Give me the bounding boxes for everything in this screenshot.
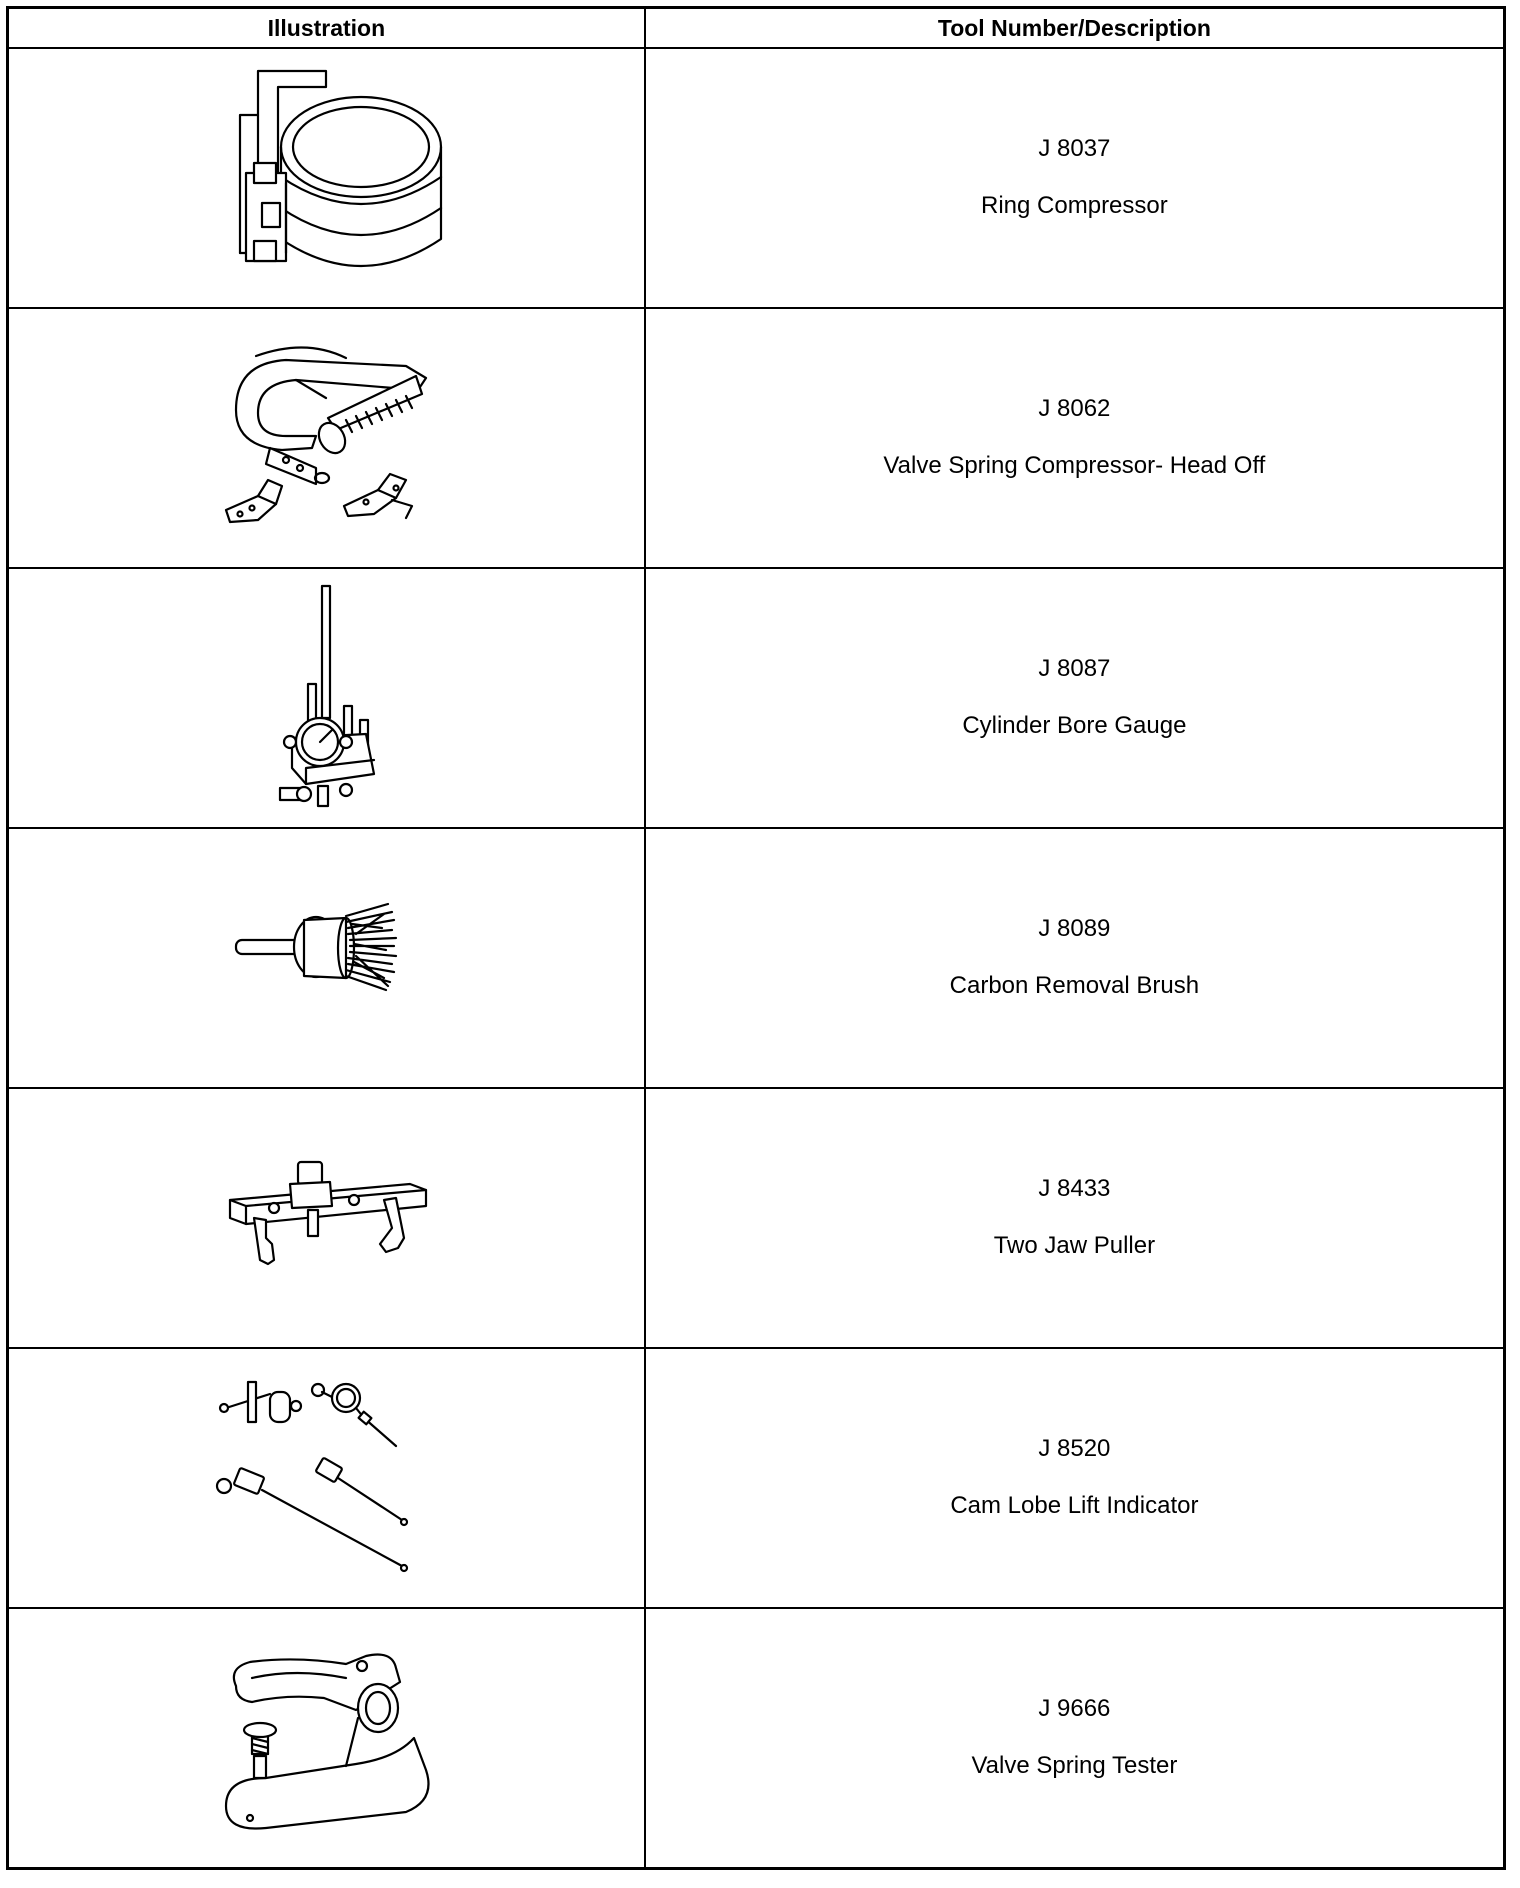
illustration-cell	[8, 1088, 645, 1348]
table-row	[8, 828, 1505, 1088]
table-row	[8, 568, 1505, 828]
table-row	[8, 1608, 1505, 1869]
header-row	[8, 8, 1505, 49]
description-cell	[645, 568, 1505, 828]
cylinder-bore-gauge-icon	[196, 578, 456, 818]
tool-number: J 8433	[1038, 1175, 1111, 1203]
tool-number: J 8087	[1038, 655, 1111, 683]
header-tool-number-description: Tool Number/Description	[645, 8, 1505, 49]
two-jaw-puller-icon	[196, 1148, 456, 1288]
tool-number: J 9666	[1038, 1695, 1111, 1723]
valve-spring-compressor-icon	[196, 328, 456, 548]
illustration-cell	[8, 1348, 645, 1608]
tool-description: Cylinder Bore Gauge	[962, 712, 1187, 739]
description-cell	[645, 1608, 1505, 1869]
valve-spring-tester-icon	[196, 1638, 456, 1838]
illustration-cell	[8, 828, 645, 1088]
tool-description: Ring Compressor	[981, 192, 1168, 219]
tool-number: J 8520	[1038, 1435, 1111, 1463]
illustration-cell	[8, 308, 645, 568]
illustration-cell	[8, 48, 645, 308]
illustration-cell	[8, 1608, 645, 1869]
description-cell	[645, 1348, 1505, 1608]
description-cell	[645, 48, 1505, 308]
illustration-cell	[8, 568, 645, 828]
table-row	[8, 48, 1505, 308]
cam-lobe-lift-indicator-icon	[196, 1368, 456, 1588]
table-row	[8, 308, 1505, 568]
description-cell	[645, 828, 1505, 1088]
ring-compressor-icon	[196, 63, 456, 293]
header-illustration: Illustration	[8, 8, 645, 49]
tool-number: J 8062	[1038, 395, 1111, 423]
tool-description: Two Jaw Puller	[993, 1232, 1156, 1259]
description-cell	[645, 308, 1505, 568]
tool-description: Valve Spring Compressor- Head Off	[883, 452, 1266, 479]
table-row	[8, 1348, 1505, 1608]
description-cell	[645, 1088, 1505, 1348]
tool-description: Carbon Removal Brush	[949, 972, 1200, 999]
tool-number: J 8037	[1038, 135, 1111, 163]
carbon-removal-brush-icon	[196, 898, 456, 1018]
table-row	[8, 1088, 1505, 1348]
tool-description: Valve Spring Tester	[971, 1752, 1178, 1779]
special-tools-table	[6, 6, 1506, 1870]
tool-number: J 8089	[1038, 915, 1111, 943]
tool-description: Cam Lobe Lift Indicator	[950, 1492, 1199, 1519]
